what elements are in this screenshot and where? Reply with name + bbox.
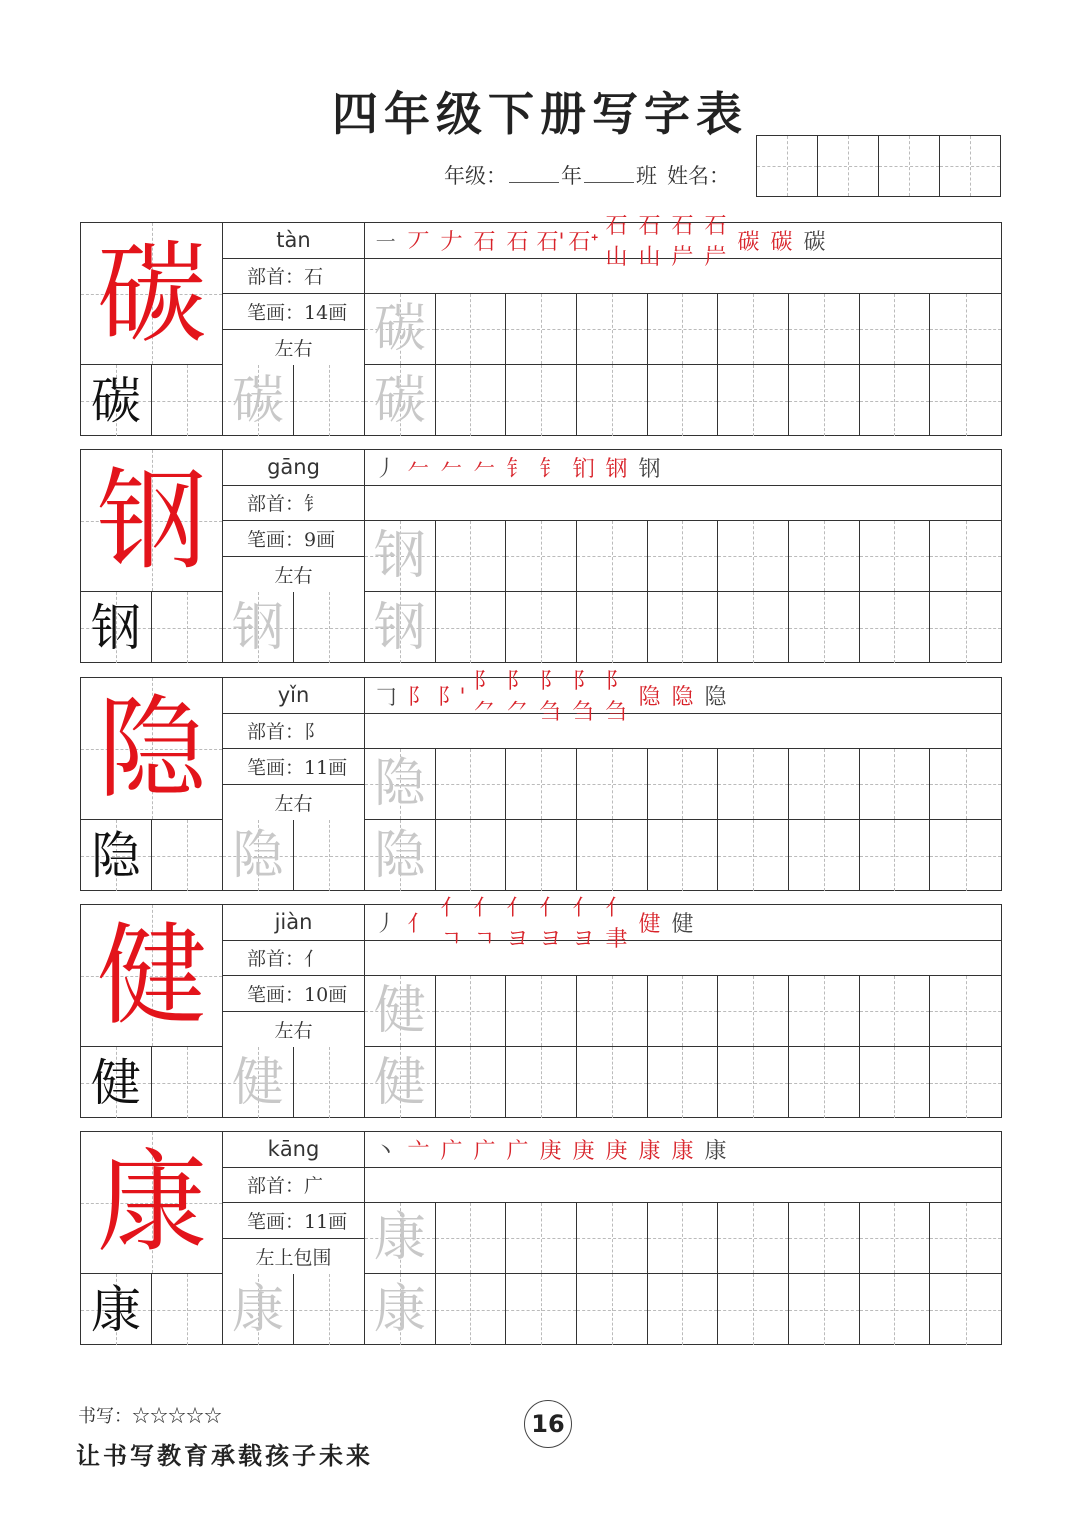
practice-cell[interactable] [365, 749, 436, 819]
practice-grid-left [81, 592, 365, 663]
structure: 左右 [274, 1019, 313, 1042]
practice-cell[interactable] [718, 820, 789, 891]
stroke-count: 笔画：9画 [223, 521, 364, 557]
char-info [223, 450, 365, 592]
practice-cell[interactable] [436, 592, 507, 663]
stroke-step: 𠃌 [374, 684, 397, 710]
practice-cell[interactable] [718, 592, 789, 663]
stroke-step: 阝刍 [572, 669, 595, 726]
name-cell[interactable] [940, 136, 1000, 196]
practice-cell[interactable] [789, 294, 860, 364]
stroke-step: 𠂇 [440, 229, 463, 255]
trace-char: 隐 [373, 754, 426, 814]
practice-cell[interactable] [648, 294, 719, 364]
practice-cell[interactable] [577, 749, 648, 819]
stroke-step: 亻聿 [605, 896, 628, 953]
practice-cell[interactable] [436, 749, 507, 819]
practice-grid-left [81, 1274, 365, 1345]
stroke-step: 𠂉 [440, 456, 463, 482]
stroke-step: 钔 [572, 456, 595, 482]
stroke-step: 亻ヨ [506, 896, 529, 953]
practice-cell [81, 365, 152, 436]
blank-row[interactable] [365, 941, 1001, 977]
practice-cell[interactable] [436, 521, 507, 591]
practice-cell[interactable] [365, 592, 436, 663]
practice-cell[interactable] [365, 1274, 436, 1345]
char-info [223, 905, 365, 1047]
stroke-step: 庚 [539, 1138, 562, 1164]
structure: 左右 [274, 337, 313, 360]
model-char: 健 [97, 912, 207, 1040]
trace-char: 钢 [231, 597, 284, 658]
sample-char: 健 [91, 1053, 141, 1112]
stroke-step: 阝' [437, 684, 466, 710]
practice-cell[interactable] [930, 976, 1001, 1046]
slogan: 让书写教育承载孩子未来 [76, 1441, 373, 1470]
practice-cell[interactable] [436, 976, 507, 1046]
practice-cell[interactable] [789, 521, 860, 591]
practice-cell[interactable] [860, 294, 931, 364]
stroke-step: 阝刍 [539, 669, 562, 726]
practice-cell[interactable] [789, 592, 860, 663]
practice-cell[interactable] [577, 976, 648, 1046]
practice-cell[interactable] [648, 592, 719, 663]
practice-cell[interactable] [436, 294, 507, 364]
practice-cell[interactable] [365, 820, 436, 891]
structure: 左上包围 [255, 1246, 332, 1269]
practice-grid-left [81, 1047, 365, 1118]
stroke-step: 庚 [572, 1138, 595, 1164]
practice-cell[interactable] [789, 976, 860, 1046]
practice-cell[interactable] [860, 749, 931, 819]
practice-cell[interactable] [152, 820, 223, 891]
practice-cell[interactable] [718, 365, 789, 436]
pinyin: tàn [223, 223, 364, 259]
stroke-count: 笔画：11画 [223, 749, 364, 785]
trace-char: 康 [373, 1279, 426, 1340]
year-blank[interactable] [509, 165, 559, 183]
sample-char: 碳 [91, 371, 141, 430]
name-grid[interactable] [756, 135, 1001, 197]
stroke-step: 广 [473, 1138, 496, 1164]
practice-cell[interactable] [223, 820, 294, 891]
stroke-step: 丿 [374, 911, 397, 937]
practice-cell[interactable] [789, 1047, 860, 1118]
stroke-step: 康 [704, 1138, 727, 1164]
practice-cell[interactable] [577, 592, 648, 663]
practice-cell[interactable] [789, 365, 860, 436]
stroke-step: 广 [440, 1138, 463, 1164]
practice-cell[interactable] [294, 365, 365, 436]
practice-cell[interactable] [506, 1274, 577, 1345]
name-cell[interactable] [879, 136, 940, 196]
practice-cell[interactable] [577, 365, 648, 436]
blank-row[interactable] [365, 1168, 1001, 1204]
stroke-step: 隐 [704, 684, 727, 710]
stroke-order [365, 896, 1001, 953]
practice-cell [81, 592, 152, 663]
stroke-order [365, 214, 1001, 271]
practice-cell[interactable] [930, 1047, 1001, 1118]
trace-char: 康 [231, 1279, 284, 1340]
practice-cell[interactable] [365, 1047, 436, 1118]
practice-cell[interactable] [506, 1203, 577, 1273]
practice-cell[interactable] [860, 592, 931, 663]
practice-cell[interactable] [294, 1047, 365, 1118]
practice-cell[interactable] [223, 365, 294, 436]
stroke-step: 石ᐩ [568, 229, 599, 255]
practice-cell[interactable] [152, 1047, 223, 1118]
practice-cell[interactable] [860, 820, 931, 891]
practice-cell[interactable] [718, 521, 789, 591]
stroke-step: 石山 [605, 214, 628, 271]
practice-cell[interactable] [365, 521, 436, 591]
practice-cell[interactable] [718, 294, 789, 364]
stroke-step: 亻ヨ [539, 896, 562, 953]
practice-cell[interactable] [930, 521, 1001, 591]
model-char: 钢 [97, 457, 207, 585]
practice-cell[interactable] [648, 820, 719, 891]
stroke-step: 健 [638, 911, 661, 937]
stroke-count: 笔画：11画 [223, 1203, 364, 1239]
sample-char: 钢 [91, 598, 141, 657]
practice-grid-row [365, 1203, 1001, 1274]
practice-cell[interactable] [789, 1203, 860, 1273]
practice-grid-left [81, 365, 365, 436]
page-title: 四年级下册写字表 [332, 87, 748, 141]
practice-cell[interactable] [365, 365, 436, 436]
practice-cell[interactable] [506, 365, 577, 436]
stroke-step: 石 [506, 229, 529, 255]
sample-char: 隐 [91, 826, 141, 885]
practice-cell[interactable] [223, 592, 294, 663]
stroke-step: 𠂉 [407, 456, 430, 482]
practice-cell[interactable] [930, 749, 1001, 819]
trace-char: 健 [373, 1052, 426, 1113]
char-info [223, 1132, 365, 1274]
practice-cell[interactable] [577, 521, 648, 591]
practice-grid-row [365, 294, 1001, 365]
practice-cell[interactable] [860, 1274, 931, 1345]
page-number: 16 [524, 1400, 572, 1448]
name-cell[interactable] [757, 136, 818, 196]
practice-grid-row [365, 1047, 1001, 1118]
class-blank[interactable] [584, 165, 634, 183]
practice-cell [81, 1047, 152, 1118]
practice-cell[interactable] [930, 365, 1001, 436]
practice-cell[interactable] [718, 1274, 789, 1345]
practice-cell[interactable] [577, 1047, 648, 1118]
char-block [80, 669, 1002, 891]
stroke-count: 笔画：10画 [223, 976, 364, 1012]
practice-cell[interactable] [648, 1047, 719, 1118]
stroke-step: 𠂉 [473, 456, 496, 482]
stroke-step: 碳 [803, 229, 826, 255]
trace-char: 健 [373, 981, 426, 1041]
practice-grid-row [365, 749, 1001, 820]
practice-cell[interactable] [930, 294, 1001, 364]
practice-cell[interactable] [365, 976, 436, 1046]
practice-cell[interactable] [436, 1274, 507, 1345]
model-char: 碳 [97, 230, 207, 358]
trace-char: 隐 [231, 825, 284, 886]
practice-cell[interactable] [506, 976, 577, 1046]
name-label: 姓名： [667, 164, 730, 188]
char-info [223, 223, 365, 365]
radical: 部首：阝 [223, 714, 364, 750]
stroke-order [365, 450, 1001, 486]
practice-cell[interactable] [648, 749, 719, 819]
practice-cell[interactable] [294, 1274, 365, 1345]
pinyin: jiàn [223, 905, 364, 941]
trace-char: 康 [373, 1208, 426, 1268]
stroke-step: 丿 [374, 456, 397, 482]
stroke-step: 钢 [605, 456, 628, 482]
practice-cell[interactable] [506, 749, 577, 819]
stroke-step: 钢 [638, 456, 661, 482]
stroke-step: 丆 [407, 229, 430, 255]
practice-cell[interactable] [577, 294, 648, 364]
trace-char: 碳 [373, 370, 426, 431]
pinyin: kāng [223, 1132, 364, 1168]
blank-row[interactable] [365, 486, 1001, 522]
stroke-step: 广 [506, 1138, 529, 1164]
trace-char: 健 [231, 1052, 284, 1113]
trace-char: 钢 [373, 597, 426, 658]
practice-cell[interactable] [860, 976, 931, 1046]
blank-row[interactable] [365, 259, 1001, 295]
practice-cell [81, 820, 152, 891]
stroke-step: 康 [671, 1138, 694, 1164]
practice-cell[interactable] [506, 820, 577, 891]
practice-cell[interactable] [860, 365, 931, 436]
practice-cell[interactable] [930, 820, 1001, 891]
stroke-step: 丶 [374, 1138, 397, 1164]
stroke-step: 健 [671, 911, 694, 937]
char-block [80, 449, 1002, 663]
practice-grid-row [365, 592, 1001, 663]
practice-cell[interactable] [152, 592, 223, 663]
year-label: 年 [561, 164, 582, 188]
practice-grid-row [365, 521, 1001, 592]
practice-grid-left [81, 820, 365, 891]
pinyin: yǐn [223, 678, 364, 714]
model-char: 隐 [97, 685, 207, 813]
stroke-step: 石' [536, 229, 565, 255]
practice-cell[interactable] [365, 294, 436, 364]
practice-cell[interactable] [506, 1047, 577, 1118]
pinyin: gāng [223, 450, 364, 486]
practice-cell[interactable] [152, 365, 223, 436]
practice-cell[interactable] [789, 1274, 860, 1345]
practice-cell[interactable] [223, 1047, 294, 1118]
stroke-step: 隐 [671, 684, 694, 710]
practice-cell[interactable] [506, 592, 577, 663]
practice-cell[interactable] [506, 521, 577, 591]
name-cell[interactable] [818, 136, 879, 196]
radical: 部首：亻 [223, 941, 364, 977]
stroke-step: 康 [638, 1138, 661, 1164]
stroke-step: 石屵 [671, 214, 694, 271]
practice-cell[interactable] [506, 294, 577, 364]
practice-cell[interactable] [436, 1047, 507, 1118]
practice-cell[interactable] [436, 1203, 507, 1273]
stroke-step: 阝⺈ [473, 669, 496, 726]
stroke-step: 亠 [407, 1138, 430, 1164]
writing-rating: 书写：☆☆☆☆☆ [78, 1406, 222, 1427]
student-info [444, 160, 730, 190]
stroke-step: 石屵 [704, 214, 727, 271]
trace-char: 隐 [373, 825, 426, 886]
practice-grid-row [365, 820, 1001, 891]
trace-char: 碳 [231, 370, 284, 431]
stroke-step: 石 [473, 229, 496, 255]
stroke-step: 碳 [737, 229, 760, 255]
stroke-order [365, 1132, 1001, 1168]
practice-cell[interactable] [577, 820, 648, 891]
practice-cell[interactable] [930, 592, 1001, 663]
practice-cell[interactable] [648, 1274, 719, 1345]
practice-cell[interactable] [718, 1047, 789, 1118]
practice-cell[interactable] [648, 365, 719, 436]
practice-cell[interactable] [930, 1203, 1001, 1273]
practice-cell[interactable] [294, 820, 365, 891]
stroke-count: 笔画：14画 [223, 294, 364, 330]
radical: 部首：广 [223, 1168, 364, 1204]
practice-cell[interactable] [789, 749, 860, 819]
practice-grid-row [365, 976, 1001, 1047]
practice-cell[interactable] [789, 820, 860, 891]
practice-cell[interactable] [223, 1274, 294, 1345]
trace-char: 钢 [373, 526, 426, 586]
sample-char: 康 [91, 1280, 141, 1339]
practice-cell[interactable] [648, 521, 719, 591]
stroke-step: 钅 [506, 456, 529, 482]
practice-cell[interactable] [860, 521, 931, 591]
char-info [223, 678, 365, 820]
structure: 左右 [274, 564, 313, 587]
stroke-step: 阝⺈ [506, 669, 529, 726]
practice-cell[interactable] [930, 1274, 1001, 1345]
practice-cell [81, 1274, 152, 1345]
practice-grid-row [365, 1274, 1001, 1345]
char-block [80, 896, 1002, 1118]
practice-cell[interactable] [436, 365, 507, 436]
practice-cell[interactable] [718, 1203, 789, 1273]
practice-cell[interactable] [860, 1047, 931, 1118]
stroke-order [365, 669, 1001, 726]
stroke-step: 亻 [407, 911, 430, 937]
practice-cell[interactable] [436, 820, 507, 891]
stroke-step: 石山 [638, 214, 661, 271]
stroke-step: 钅 [539, 456, 562, 482]
radical: 部首：钅 [223, 486, 364, 522]
practice-cell[interactable] [365, 1203, 436, 1273]
stroke-step: ㇐ [374, 229, 397, 255]
practice-cell[interactable] [294, 592, 365, 663]
stroke-step: 亻ㄱ [473, 896, 496, 953]
char-block [80, 214, 1002, 436]
trace-char: 碳 [373, 299, 426, 359]
stroke-step: 亻ヨ [572, 896, 595, 953]
practice-cell[interactable] [718, 749, 789, 819]
class-label: 班 [636, 164, 657, 188]
practice-cell[interactable] [648, 1203, 719, 1273]
practice-cell[interactable] [152, 1274, 223, 1345]
practice-cell[interactable] [577, 1274, 648, 1345]
stroke-step: 阝 [407, 684, 430, 710]
practice-cell[interactable] [718, 976, 789, 1046]
stroke-step: 碳 [770, 229, 793, 255]
practice-cell[interactable] [577, 1203, 648, 1273]
practice-grid-row [365, 365, 1001, 436]
stroke-step: 亻ㄱ [440, 896, 463, 953]
model-char: 康 [97, 1139, 207, 1267]
stroke-step: 隐 [638, 684, 661, 710]
stroke-step: 庚 [605, 1138, 628, 1164]
stroke-step: 阝刍 [605, 669, 628, 726]
grade-label: 年级： [444, 164, 507, 188]
radical: 部首：石 [223, 259, 364, 295]
practice-cell[interactable] [648, 976, 719, 1046]
structure: 左右 [274, 792, 313, 815]
practice-cell[interactable] [860, 1203, 931, 1273]
blank-row[interactable] [365, 714, 1001, 750]
char-block [80, 1131, 1002, 1345]
